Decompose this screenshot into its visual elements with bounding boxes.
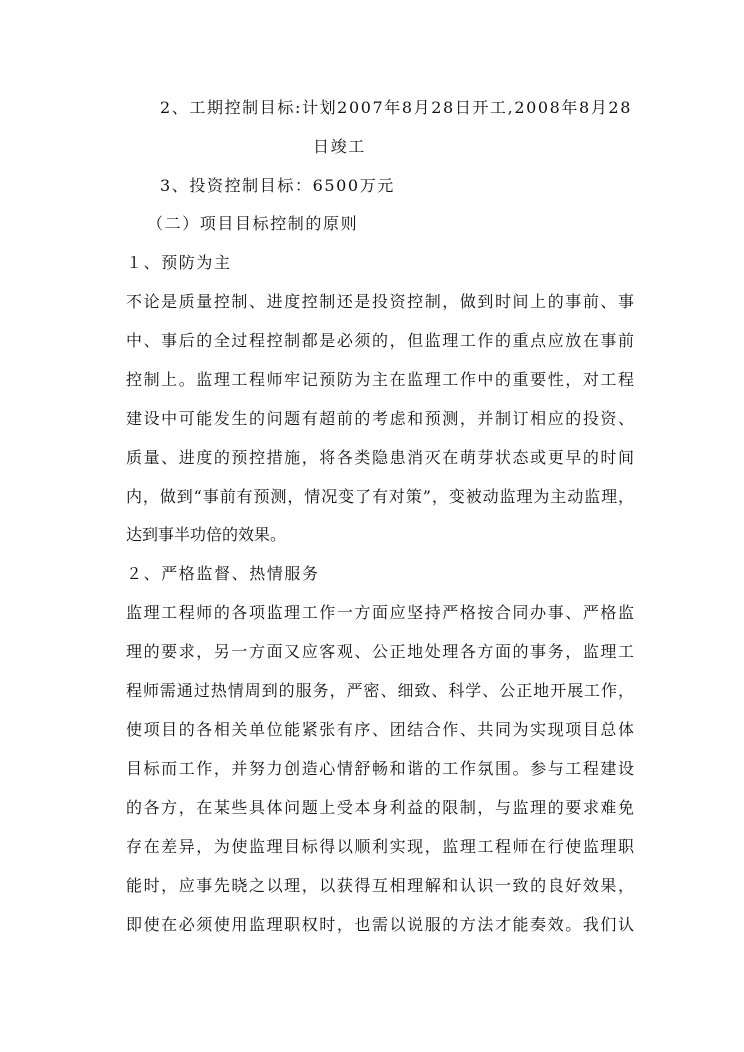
paragraph-supervision-line-7: 存在差异，为使监理目标得以顺利实现，监理工程师在行使监理职 bbox=[126, 837, 634, 856]
paragraph-supervision-line-9: 即使在必须使用监理职权时，也需以说服的方法才能奏效。我们认 bbox=[126, 915, 634, 934]
paragraph-prevention-line-4: 建设中可能发生的问题有超前的考虑和预测，并制订相应的投资、 bbox=[126, 409, 634, 428]
paragraph-prevention-line-2: 中、事后的全过程控制都是必须的，但监理工作的重点应放在事前 bbox=[126, 331, 634, 350]
paragraph-supervision-line-8: 能时，应事先晓之以理，以获得互相理解和认识一致的良好效果， bbox=[126, 876, 634, 895]
subheading-strict-supervision: ２、严格监督、热情服务 bbox=[126, 564, 320, 583]
paragraph-prevention-line-7: 达到事半功倍的效果。 bbox=[126, 525, 287, 544]
paragraph-supervision-line-3: 程师需通过热情周到的服务，严密、细致、科学、公正地开展工作， bbox=[126, 681, 634, 700]
investment-target-line: 3、投资控制目标：6500万元 bbox=[160, 176, 395, 195]
paragraph-supervision-line-4: 使项目的各相关单位能紧张有序、团结合作、共同为实现项目总体 bbox=[126, 720, 634, 739]
subheading-prevention-first: １、预防为主 bbox=[126, 253, 232, 272]
paragraph-prevention-line-5: 质量、进度的预控措施，将各类隐患消灭在萌芽状态或更早的时间 bbox=[126, 448, 634, 467]
schedule-target-continuation: 日竣工 bbox=[313, 137, 366, 156]
paragraph-supervision-line-6: 的各方，在某些具体问题上受本身利益的限制，与监理的要求难免 bbox=[126, 798, 634, 817]
schedule-target-line: 2、工期控制目标:计划2007年8月28日开工,2008年8月28 bbox=[160, 98, 632, 117]
paragraph-supervision-line-2: 理的要求，另一方面又应客观、公正地处理各方面的事务，监理工 bbox=[126, 642, 634, 661]
paragraph-supervision-line-1: 监理工程师的各项监理工作一方面应坚持严格按合同办事、严格监 bbox=[126, 603, 634, 622]
section-heading-principles: （二）项目目标控制的原则 bbox=[147, 214, 359, 233]
paragraph-prevention-line-1: 不论是质量控制、进度控制还是投资控制，做到时间上的事前、事 bbox=[126, 292, 634, 311]
paragraph-prevention-line-6: 内，做到“事前有预测，情况变了有对策”，变被动监理为主动监理， bbox=[126, 487, 634, 506]
paragraph-prevention-line-3: 控制上。监理工程师牢记预防为主在监理工作中的重要性，对工程 bbox=[126, 370, 634, 389]
paragraph-supervision-line-5: 目标而工作，并努力创造心情舒畅和谐的工作氛围。参与工程建设 bbox=[126, 759, 634, 778]
